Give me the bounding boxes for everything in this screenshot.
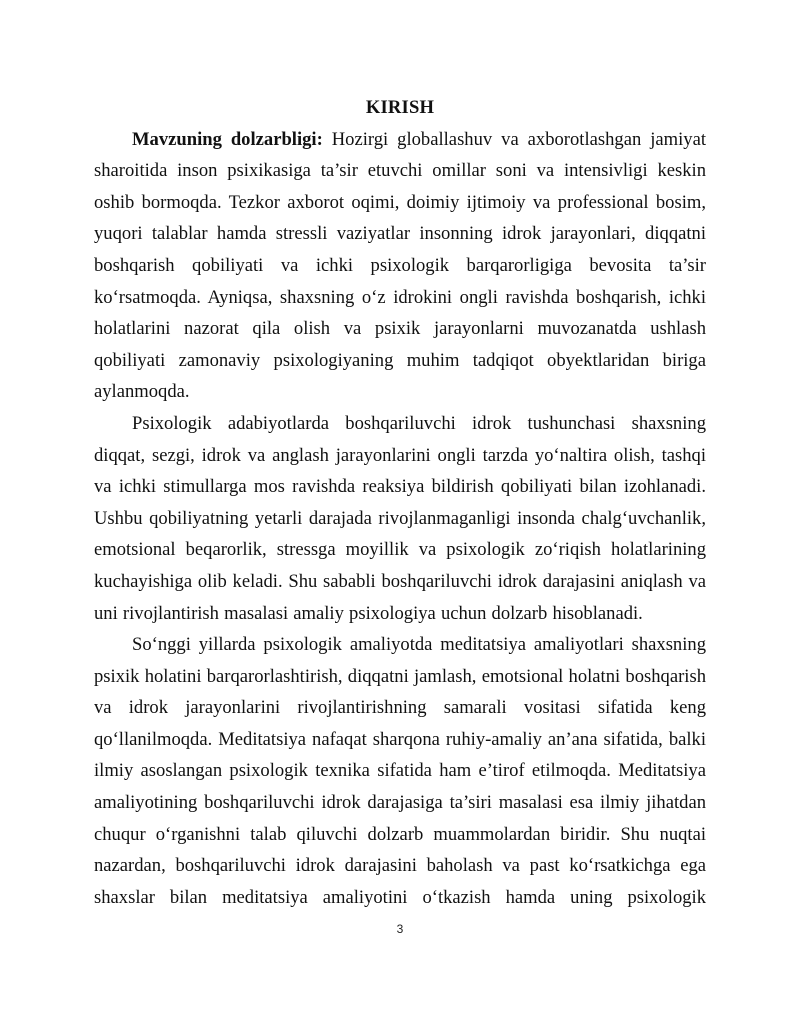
paragraph-text: Psixologik adabiyotlarda boshqariluvchi idrok tushunchasi shaxsning diqqat, sezgi, idrok va anglash jarayonlarini ongli tarzda yo‘naltira olish, tashqi va ichki stimullarga mos ravishda reaksiya bildirish qobiliyati bilan izohlanadi. Ushbu qobiliyatning yetarli darajada rivojlanmaganligi insonda chalg‘uvchanlik, emotsional beqarorlik, stressga moyillik va psixologik zo‘riqish holatlarining kuchayishiga olib keladi. Shu sababli boshqariluvchi idrok darajasini aniqlash va uni rivojlantirish masalasi amaliy psixologiya uchun dolzarb hisoblanadi. (94, 412, 706, 624)
paragraph-literature (94, 408, 706, 629)
paragraph-text: Hozirgi globallashuv va axborotlashgan jamiyat sharoitida inson psixikasiga ta’sir etuvchi omillar soni va intensivligi keskin oshib bormoqda. Tezkor axborot oqimi, doimiy ijtimoiy va professional bosim, yuqori talablar hamda stressli vaziyatlar insonning idrok jarayonlari, diqqatni boshqarish qobiliyati va ichki psixologik barqarorligiga bevosita ta’sir ko‘rsatmoqda. Ayniqsa, shaxsning o‘z idrokini ongli ravishda boshqarish, ichki holatlarini nazorat qila olish va psixik jarayonlarni muvozanatda ushlash qobiliyati zamonaviy psixologiyaning muhim tadqiqot obyektlaridan biriga aylanmoqda. (94, 128, 706, 403)
paragraph-relevance (94, 124, 706, 408)
paragraph-meditation (94, 629, 706, 913)
paragraph-text: So‘nggi yillarda psixologik amaliyotda meditatsiya amaliyotlari shaxsning psixik holatini barqarorlashtirish, diqqatni jamlash, emotsional holatni boshqarish va idrok jarayonlarini rivojlantirishning samarali vositasi sifatida keng qo‘llanilmoqda. Meditatsiya nafaqat sharqona ruhiy-amaliy an’ana sifatida, balki ilmiy asoslangan psixologik texnika sifatida ham e’tirof etilmoqda. Meditatsiya amaliyotining boshqariluvchi idrok darajasiga ta’siri masalasi esa ilmiy jihatdan chuqur o‘rganishni talab qiluvchi dolzarb muammolardan biridir. Shu nuqtai nazardan, boshqariluvchi idrok darajasini baholash va past ko‘rsatkichga ega shaxslar bilan meditatsiya amaliyotini o‘tkazish hamda uning psixologik (94, 634, 706, 908)
paragraph-lead: Mavzuning dolzarbligi: (132, 128, 323, 150)
page-number: 3 (396, 922, 404, 936)
page-body (94, 92, 706, 913)
section-heading: KIRISH (365, 97, 435, 118)
